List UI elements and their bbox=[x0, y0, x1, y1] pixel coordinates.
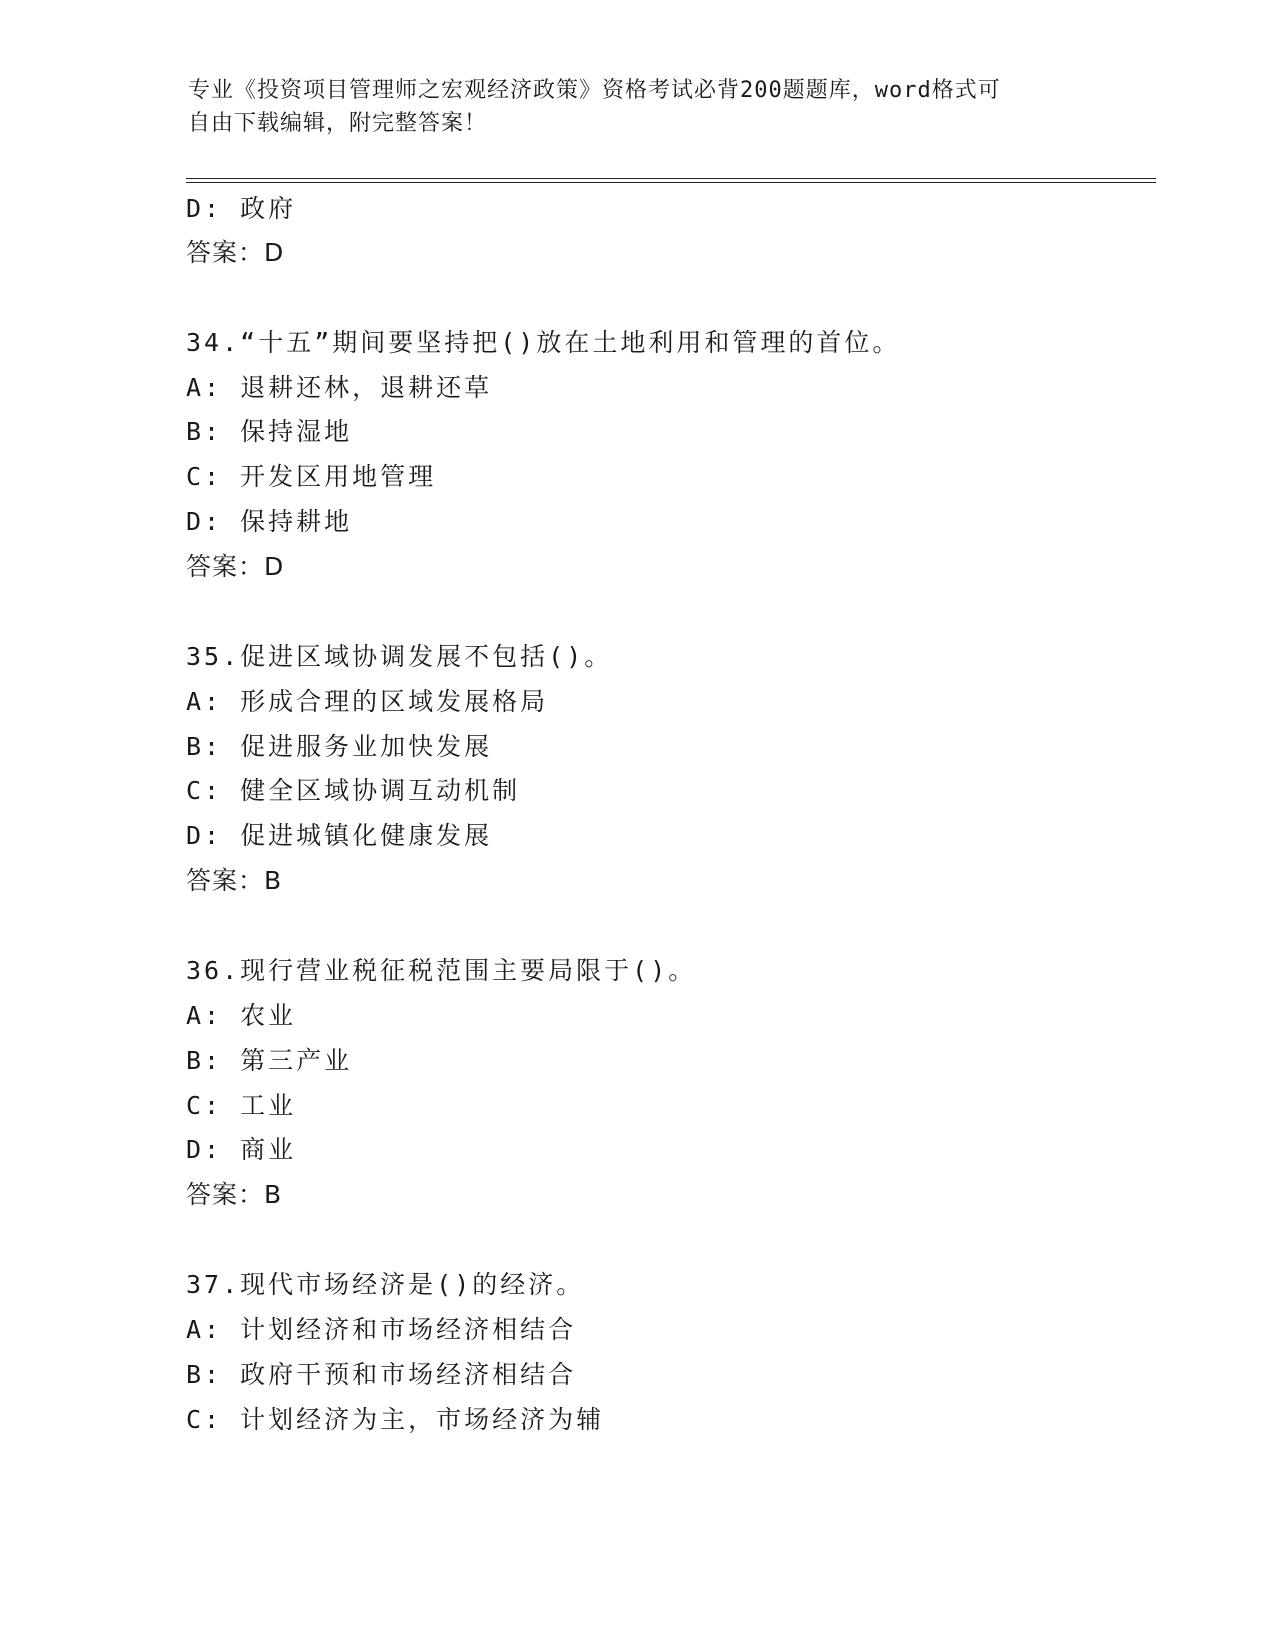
header-divider-bottom bbox=[186, 182, 1156, 183]
option-line: B: 促进服务业加快发展 bbox=[186, 732, 493, 761]
answer-line: 答案：B bbox=[186, 866, 283, 895]
option-line: C: 开发区用地管理 bbox=[186, 462, 437, 491]
option-line: D: 政府 bbox=[186, 194, 297, 223]
header-divider-top bbox=[186, 178, 1156, 179]
option-line: C: 健全区域协调互动机制 bbox=[186, 776, 521, 805]
question-line: 34.“十五”期间要坚持把()放在土地利用和管理的首位。 bbox=[186, 328, 901, 357]
question-line: 35.促进区域协调发展不包括()。 bbox=[186, 642, 613, 671]
option-line: A: 形成合理的区域发展格局 bbox=[186, 687, 549, 716]
question-line: 37.现代市场经济是()的经济。 bbox=[186, 1270, 585, 1299]
document-header bbox=[188, 74, 1068, 140]
answer-line: 答案：D bbox=[186, 552, 285, 581]
option-line: D: 促进城镇化健康发展 bbox=[186, 821, 493, 850]
option-line: A: 农业 bbox=[186, 1001, 297, 1030]
option-line: B: 保持湿地 bbox=[186, 417, 353, 446]
option-line: B: 第三产业 bbox=[186, 1046, 353, 1075]
header-line-1: 专业《投资项目管理师之宏观经济政策》资格考试必背200题题库，word格式可 bbox=[188, 78, 1001, 103]
header-line-2: 自由下载编辑，附完整答案！ bbox=[188, 111, 488, 136]
option-line: D: 商业 bbox=[186, 1135, 297, 1164]
option-line: B: 政府干预和市场经济相结合 bbox=[186, 1360, 577, 1389]
answer-line: 答案：B bbox=[186, 1180, 283, 1209]
option-line: C: 工业 bbox=[186, 1091, 297, 1120]
option-line: C: 计划经济为主，市场经济为辅 bbox=[186, 1405, 605, 1434]
option-line: D: 保持耕地 bbox=[186, 507, 353, 536]
question-line: 36.现行营业税征税范围主要局限于()。 bbox=[186, 956, 697, 985]
option-line: A: 计划经济和市场经济相结合 bbox=[186, 1315, 577, 1344]
option-line: A: 退耕还林，退耕还草 bbox=[186, 373, 493, 402]
answer-line: 答案：D bbox=[186, 238, 285, 267]
